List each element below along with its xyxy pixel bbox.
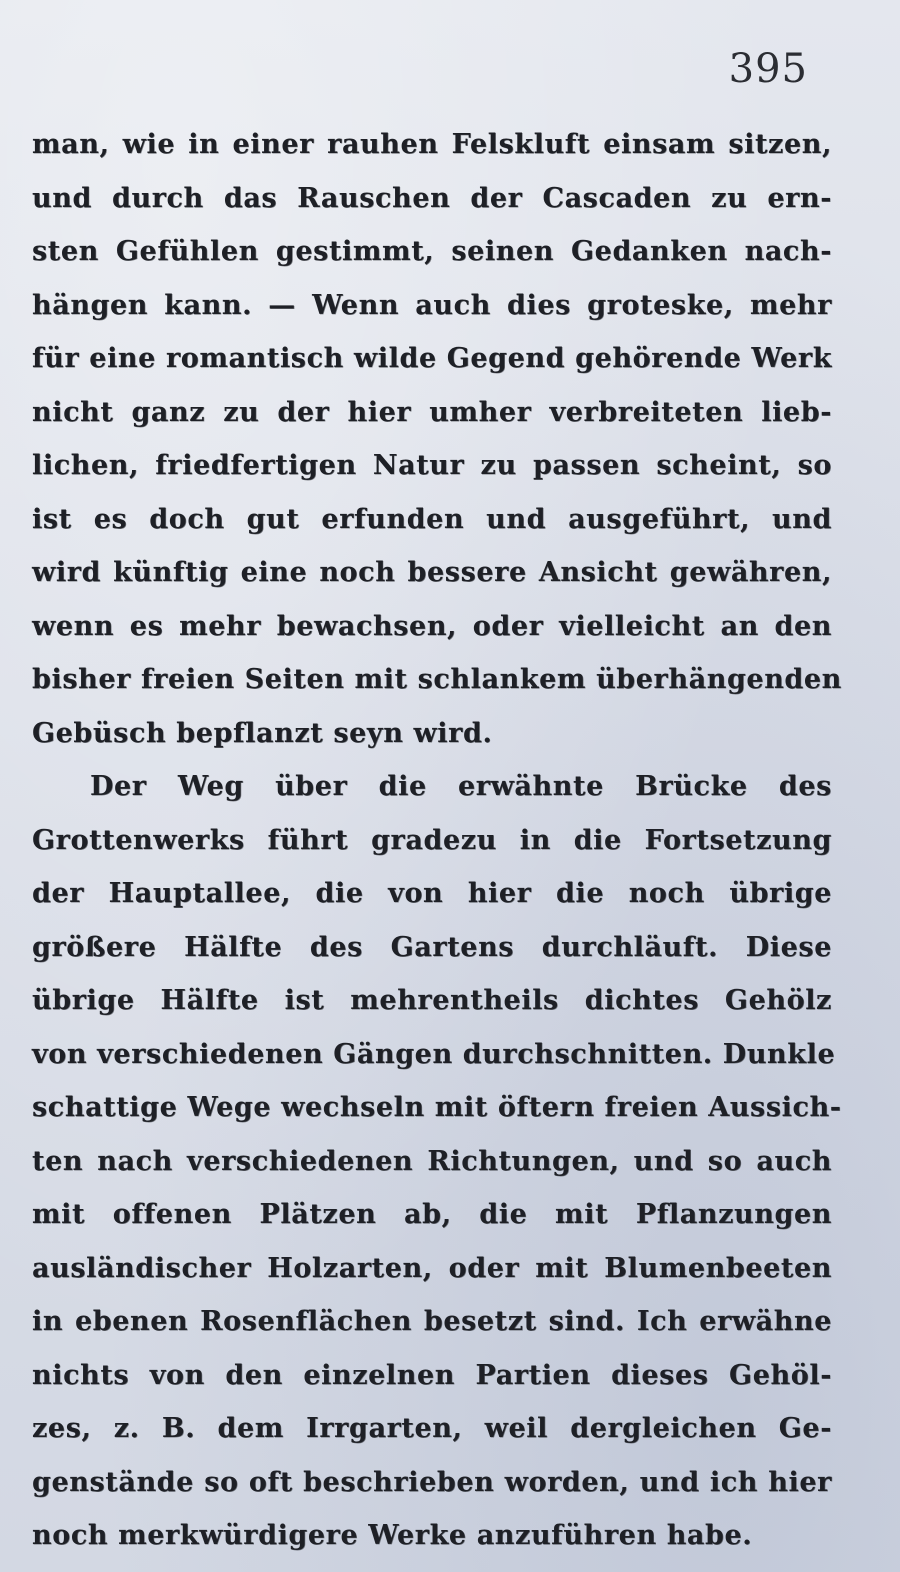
text-line: man, wie in einer rauhen Felskluft einsam sitzen, [32,129,832,160]
text-line: nichts von den einzelnen Partien dieses Gehöl- [32,1359,832,1391]
text-line: wird künftig eine noch bessere Ansicht gewähren, [32,557,832,588]
text-line: übrige Hälfte ist mehrentheils dichtes Gehölz [32,985,832,1016]
text-line: hängen kann. — Wenn auch dies groteske, mehr [32,289,832,321]
text-line: zes, z. B. dem Irrgarten, weil dergleichen Ge- [32,1413,832,1444]
paragraph-end-line: Gebüsch bepflanzt seyn wird. [32,717,493,749]
text-line: für eine romantisch wilde Gegend gehörende Werk [32,343,832,374]
text-line: mit offenen Plätzen ab, die mit Pflanzungen [32,1199,832,1230]
text-line: bisher freien Seiten mit schlankem überhängenden [32,664,842,695]
text-line: ausländischer Holzarten, oder mit Blumenbeeten [32,1252,832,1284]
paragraph-start-line: Der Weg über die erwähnte Brücke des [90,771,832,802]
text-line: in ebenen Rosenflächen besetzt sind. Ich erwähne [32,1306,832,1337]
text-line: genstände so oft beschrieben worden, und ich hier [32,1466,832,1498]
text-line: lichen, friedfertigen Natur zu passen scheint, so [32,450,832,481]
text-line: sten Gefühlen gestimmt, seinen Gedanken nach- [32,236,832,267]
text-line: schattige Wege wechseln mit öftern freien Aussich- [32,1092,842,1123]
text-line: ist es doch gut erfunden und ausgeführt, und [32,503,832,535]
text-line: nicht ganz zu der hier umher verbreiteten lieb- [32,396,832,428]
text-line: ten nach verschiedenen Richtungen, und so auch [32,1145,832,1177]
paragraph-end-line: noch merkwürdigere Werke anzuführen habe. [32,1520,753,1551]
text-line: größere Hälfte des Gartens durchläuft. Diese [32,931,832,963]
text-line: von verschiedenen Gängen durchschnitten. Dunkle [32,1038,836,1070]
text-line: wenn es mehr bewachsen, oder vielleicht an den [32,610,832,642]
text-line: der Hauptallee, die von hier die noch übrige [32,878,832,909]
body-text [32,118,842,1563]
text-line: Grottenwerks führt gradezu in die Fortsetzung [32,824,832,856]
page-number: 395 [728,46,808,92]
text-line: und durch das Rauschen der Cascaden zu ern- [32,182,832,214]
